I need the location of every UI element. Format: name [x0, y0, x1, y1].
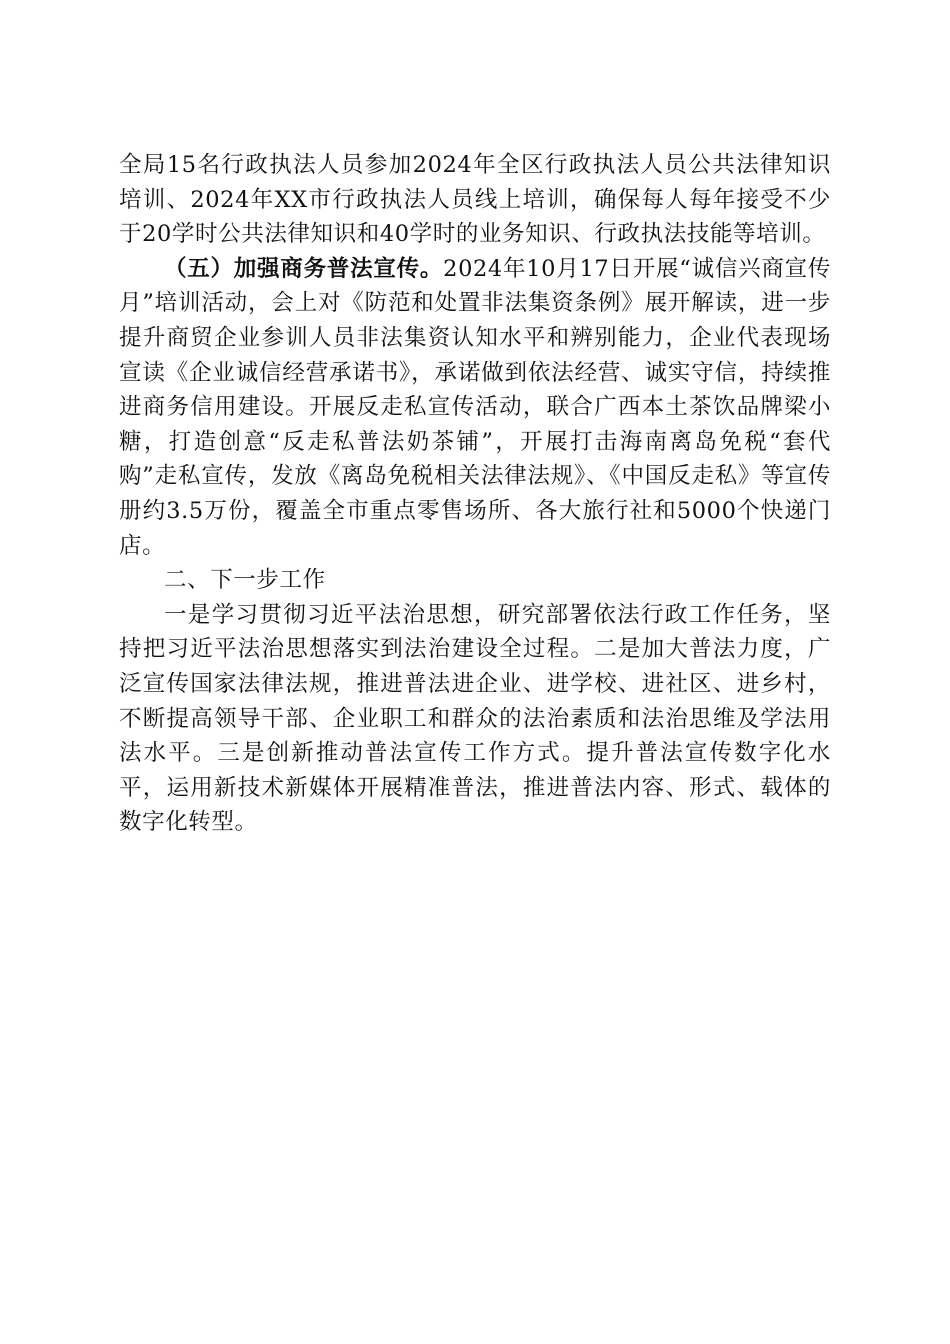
paragraph-training-text: 全局15名行政执法人员参加2024年全区行政执法人员公共法律知识培训、2024年XX市行政执法人员线上培训，确保每人每年接受不少于20学时公共法律知识和40学时的业务知识、行政执法技能等培训。 [119, 152, 831, 248]
paragraph-commerce-text: 2024年10月17日开展“诚信兴商宣传月”培训活动，会上对《防范和处置非法集资条例》展开解读，进一步提升商贸企业参训人员非法集资认知水平和辨别能力，企业代表现场宣读《企业诚信经营承诺书》，承诺做到依法经营、诚实守信，持续推进商务信用建设。开展反走私宣传活动，联合广西本土茶饮品牌梁小糖，打造创意“反走私普法奶茶铺”，开展打击海南离岛免税“套代购”走私宣传，发放《离岛免税相关法律法规》、《中国反走私》等宣传册约3.5万份，覆盖全市重点零售场所、各大旅行社和5000个快递门店。 [119, 255, 831, 559]
paragraph-next-steps-text: 一是学习贯彻习近平法治思想，研究部署依法行政工作任务，坚持把习近平法治思想落实到法治建设全过程。二是加大普法力度，广泛宣传国家法律法规，推进普法进企业、进学校、进社区、进乡村，不断提高领导干部、企业职工和群众的法治素质和法治思维及学法用法水平。三是创新推动普法宣传工作方式。提升普法宣传数字化水平，运用新技术新媒体开展精准普法，推进普法内容、形式、载体的数字化转型。 [119, 601, 831, 836]
document-body [119, 148, 831, 840]
section-heading-next-steps: 二、下一步工作 [164, 567, 326, 594]
paragraph-commerce-publicity [119, 252, 831, 563]
paragraph-training [119, 148, 831, 252]
paragraph-commerce-lead: （五）加强商务普法宣传。 [164, 255, 444, 282]
paragraph-next-steps [119, 598, 831, 840]
